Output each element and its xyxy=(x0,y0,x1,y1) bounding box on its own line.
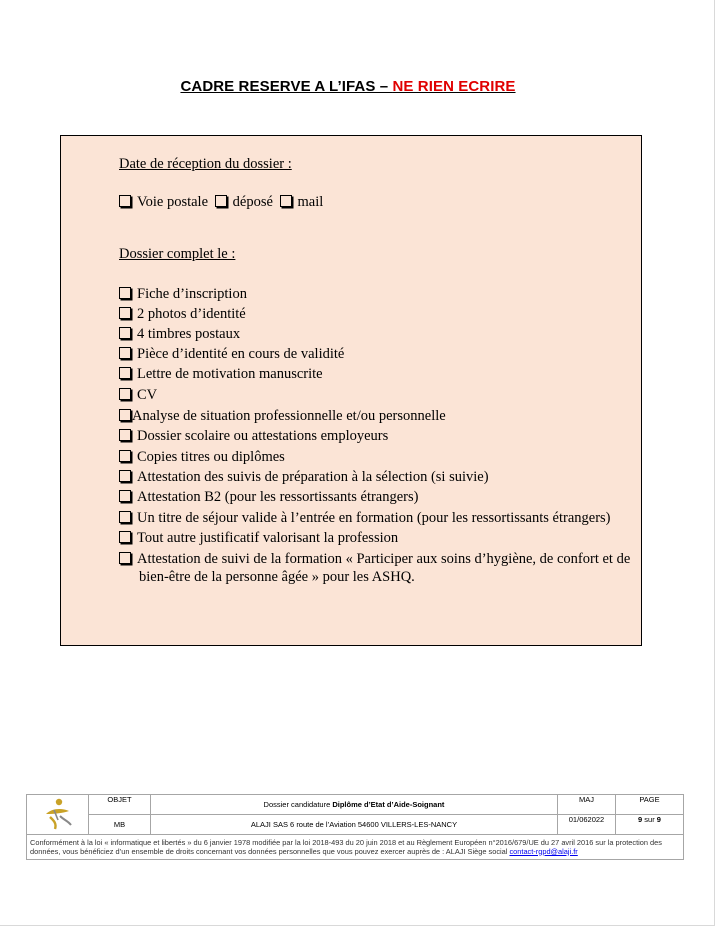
objet-value xyxy=(151,795,558,815)
checkbox-icon[interactable] xyxy=(119,450,131,462)
checkbox-icon[interactable] xyxy=(119,388,131,400)
checklist-item-label: Attestation de suivi de la formation « Participer aux soins d’hygiène, de confort et de xyxy=(137,551,631,567)
checklist-item-label: Dossier scolaire ou attestations employeurs xyxy=(137,428,389,444)
reception-heading: Date de réception du dossier : xyxy=(119,156,292,172)
objet-prefix: Dossier candidature xyxy=(263,800,333,809)
checkbox-icon[interactable] xyxy=(119,409,131,421)
title-main: CADRE RESERVE A L’IFAS – xyxy=(180,78,393,95)
contact-email-link[interactable]: contact-rgpd@alaji.fr xyxy=(509,846,578,856)
checklist-item xyxy=(119,469,489,486)
checkbox-icon[interactable] xyxy=(119,307,131,319)
checklist-item xyxy=(119,286,247,303)
option-depose: déposé xyxy=(232,194,273,210)
checkbox-icon[interactable] xyxy=(119,429,131,441)
page-value xyxy=(616,815,684,835)
objet-bold: Diplôme d’Etat d’Aide-Soignant xyxy=(332,800,445,809)
checklist-item-label: 2 photos d’identité xyxy=(137,306,246,322)
privacy-note-text: Conformément à la loi « informatique et libertés » du 6 janvier 1978 modifiée par la loi 2018-493 du 20 juin 2018 et au Règlement Européen n°2016/679/UE du 27 avril 2016 sur la protection des données, vous bénéficiez d’un ensemble de droits concernant vos données personnelles que vous pouvez exercer auprès de : ALAJI Siège social xyxy=(30,838,662,856)
option-mail: mail xyxy=(297,194,324,210)
privacy-note xyxy=(26,835,684,860)
complete-heading: Dossier complet le : xyxy=(119,246,236,262)
checklist-item-label: Tout autre justificatif valorisant la profession xyxy=(137,530,399,546)
checklist-item xyxy=(119,551,630,568)
title-warning: NE RIEN ECRIRE xyxy=(392,78,516,95)
logo-cell xyxy=(27,795,89,835)
checkbox-icon[interactable] xyxy=(119,367,131,379)
checklist-item xyxy=(119,489,418,506)
checklist-item-label: Attestation des suivis de préparation à la sélection (si suivie) xyxy=(137,469,489,485)
maj-label: MAJ xyxy=(558,795,616,815)
page-label: PAGE xyxy=(616,795,684,815)
address: ALAJI SAS 6 route de l’Aviation 54600 VILLERS-LES-NANCY xyxy=(151,815,558,835)
checkbox-icon[interactable] xyxy=(119,490,131,502)
checklist-item-label: Attestation B2 (pour les ressortissants étrangers) xyxy=(137,489,419,505)
checklist-item xyxy=(119,408,446,425)
checkbox-icon[interactable] xyxy=(119,511,131,523)
checklist-item xyxy=(119,449,285,466)
checkbox-icon[interactable] xyxy=(119,531,131,543)
page-number: 9 xyxy=(638,815,643,824)
checkbox-mail[interactable] xyxy=(280,195,292,207)
checklist-item xyxy=(119,387,157,404)
checklist-item xyxy=(119,366,323,383)
checklist-item-label: Analyse de situation professionnelle et/ou personnelle xyxy=(132,408,446,424)
checklist-item-label: Fiche d’inscription xyxy=(137,286,247,302)
option-voie-postale: Voie postale xyxy=(137,194,209,210)
checklist-item-label: Pièce d’identité en cours de validité xyxy=(137,346,345,362)
checklist-item-label: Un titre de séjour valide à l’entrée en formation (pour les ressortissants étrangers) xyxy=(137,510,611,526)
alaji-logo-icon xyxy=(38,796,78,832)
maj-value: 01/062022 xyxy=(558,815,616,835)
checkbox-icon[interactable] xyxy=(119,347,131,359)
page-total: 9 xyxy=(656,815,661,824)
checklist-item-label: Copies titres ou diplômes xyxy=(137,449,285,465)
reserved-box xyxy=(60,135,642,646)
checklist-item xyxy=(119,306,246,323)
footer-table xyxy=(26,794,684,835)
checklist-item-continuation: bien-être de la personne âgée » pour les ASHQ. xyxy=(139,569,415,585)
objet-label: OBJET xyxy=(89,795,151,815)
checkbox-icon[interactable] xyxy=(119,327,131,339)
checklist-item xyxy=(119,346,344,363)
checklist-item-label: Lettre de motivation manuscrite xyxy=(137,366,323,382)
checkbox-icon[interactable] xyxy=(119,287,131,299)
checkbox-voie-postale[interactable] xyxy=(119,195,131,207)
mb-label: MB xyxy=(89,815,151,835)
reception-options xyxy=(119,194,323,211)
checklist-item xyxy=(119,530,398,547)
checklist-item xyxy=(119,510,611,527)
page-title xyxy=(0,78,696,95)
checkbox-icon[interactable] xyxy=(119,552,131,564)
checkbox-depose[interactable] xyxy=(215,195,227,207)
footer xyxy=(26,794,684,860)
checkbox-icon[interactable] xyxy=(119,470,131,482)
page-separator: sur xyxy=(642,815,657,824)
checklist-item-label: CV xyxy=(137,387,158,403)
checklist-item xyxy=(119,326,240,343)
checklist-item xyxy=(119,428,388,445)
checklist-item-label: 4 timbres postaux xyxy=(137,326,241,342)
